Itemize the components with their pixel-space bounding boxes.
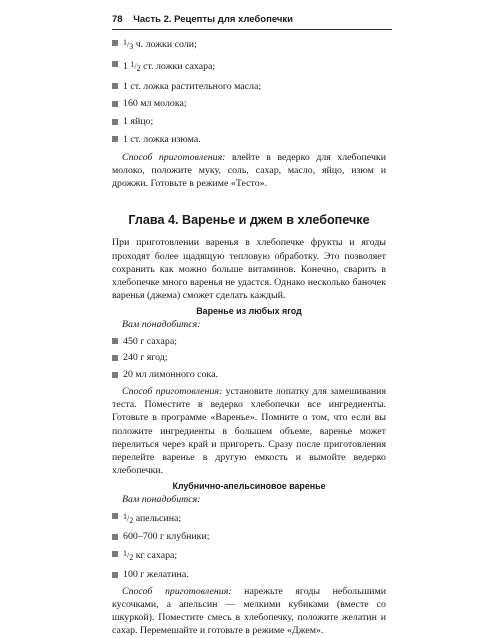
fraction: 1/2	[123, 511, 134, 525]
list-item: 600–700 г клубники;	[112, 530, 386, 543]
fraction: 1/2	[130, 59, 141, 73]
recipe-title: Варенье из любых ягод	[196, 306, 302, 317]
method-paragraph: Способ приготовления: влейте в ведерко для хлебопечки молоко, положите муку, соль, сахар, масло, яйцо, изюм и дрожжи. Готовьте в режиме «Тесто».	[112, 151, 386, 190]
ingredients-label: Вам понадобится:	[122, 319, 201, 331]
list-item: 1/2 апельсина;	[112, 510, 386, 527]
list-item: 1/2 кг сахара;	[112, 547, 386, 564]
list-item: 160 мл молока;	[112, 97, 386, 110]
chapter-intro: При приготовлении варенья в хлебопечке фрукты и ягоды проходят более щадящую тепловую обработку. Это позволяет сохранить как можно больше витаминов. Конечно, сварить в хлебопечке много варенья не удастся. Однако несколько баночек варенья (джема) сможет сделать каждый.	[112, 237, 386, 302]
list-item: 450 г сахара;	[112, 335, 386, 348]
list-item: 1 ст. ложка растительного масла;	[112, 80, 386, 93]
chapter-title: Глава 4. Варенье и джем в хлебопечке	[128, 213, 370, 228]
fraction: 1/2	[123, 549, 134, 563]
running-header	[112, 13, 392, 30]
list-item: 1 1/2 ст. ложки сахара;	[112, 58, 386, 75]
fraction: 1/3	[123, 38, 134, 51]
page-number: 78	[112, 14, 123, 25]
page-content	[112, 36, 386, 638]
list-item: 100 г желатина.	[112, 568, 386, 581]
part-title: Часть 2. Рецепты для хлебопечки	[133, 14, 293, 25]
list-item: 1/3 ч. ложки соли;	[112, 36, 386, 53]
recipe-title: Клубнично-апельсиновое варенье	[172, 481, 326, 492]
method-paragraph: Способ приготовления: нарежьте ягоды небольшими кусочками, а апельсин — мелкими кубиками (вместе со шкуркой). Поместите смесь в хлебопечку, положите желатин и сахар. Перемешайте и готовьте в режиме «Джем».	[112, 585, 386, 637]
list-item: 20 мл лимонного сока.	[112, 368, 386, 381]
list-item: 240 г ягод;	[112, 351, 386, 364]
ingredients-label: Вам понадобится:	[122, 494, 201, 506]
method-paragraph: Способ приготовления: установите лопатку для замешивания теста. Поместите в ведерко хлебопечки все ингредиенты. Готовьте в программе «Варенье». Помните о том, что если вы положите ингредиенты в большем объеме, варенье может перелиться через край и пригореть. Сразу после приготовления перелейте варенье в другую емкость и вымойте ведерко хлебопечки.	[112, 386, 386, 477]
list-item: 1 яйцо;	[112, 115, 386, 128]
list-item: 1 ст. ложка изюма.	[112, 133, 386, 146]
